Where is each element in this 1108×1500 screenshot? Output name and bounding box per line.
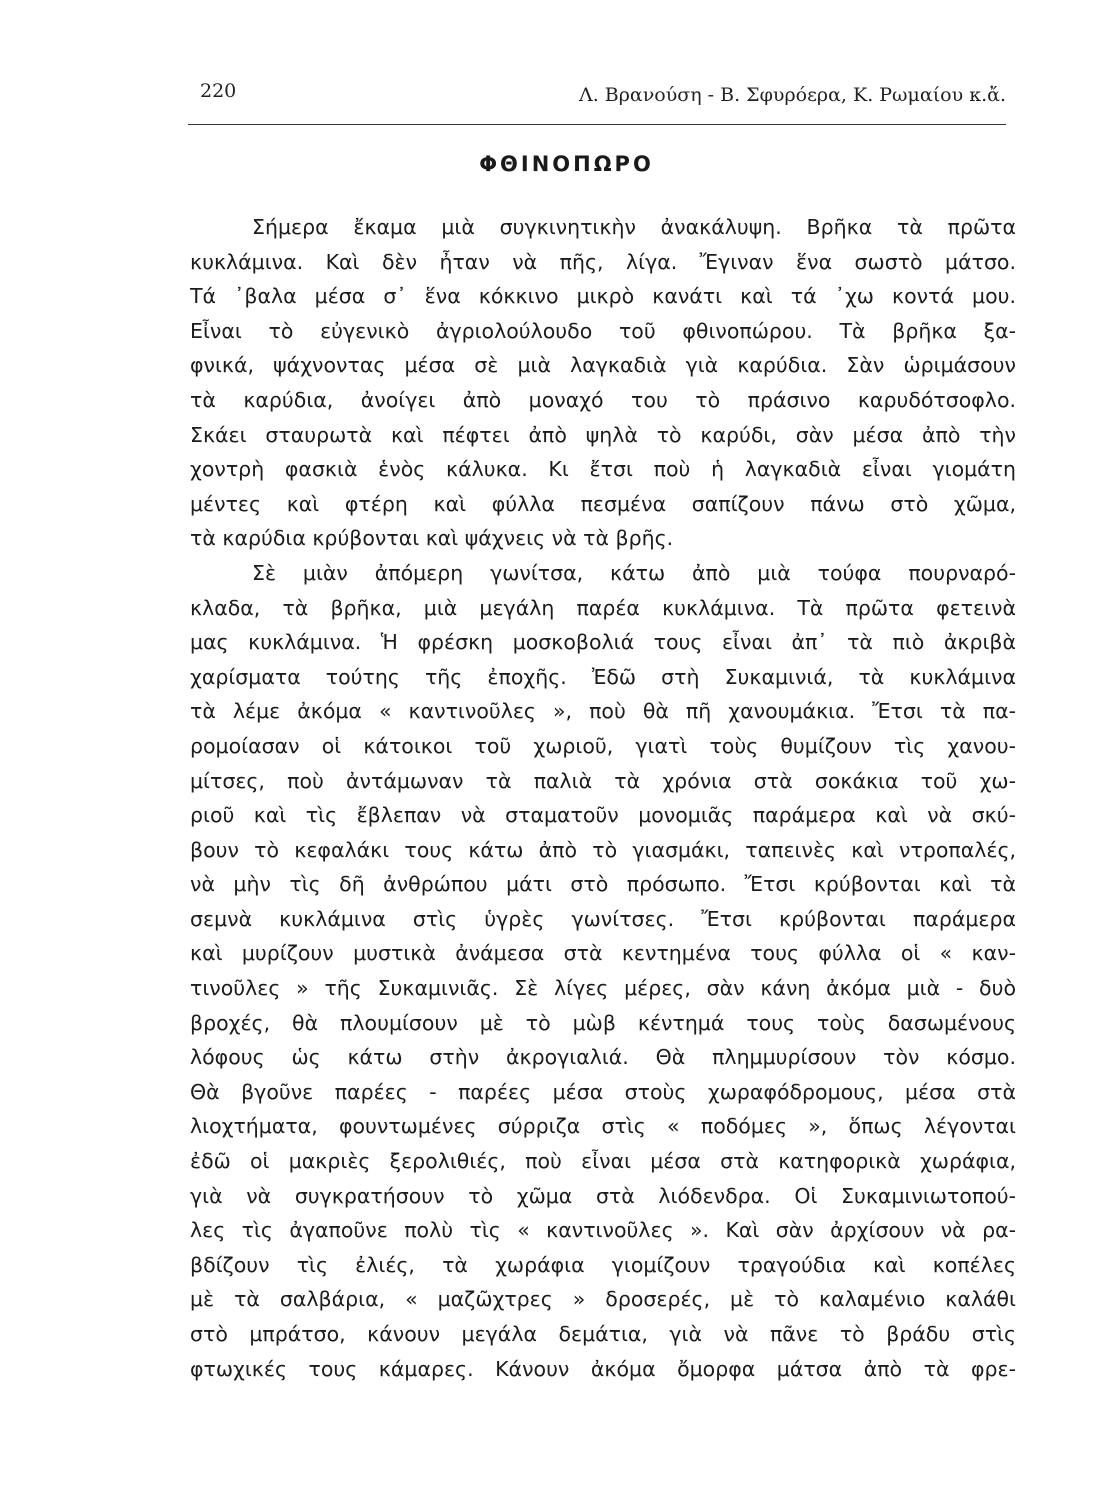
body-text — [190, 210, 1016, 1386]
text-line: νὰ μὴν τὶς δῆ ἀνθρώπου μάτι στὸ πρόσωπο. Ἔτσι κρύβονται καὶ τὰ — [190, 872, 1016, 897]
text-line: ριοῦ καὶ τὶς ἔβλεπαν νὰ σταματοῦν μονομιᾶς παράμερα καὶ νὰ σκύ- — [190, 803, 1016, 828]
text-line: φτωχικές τους κάμαρες. Κάνουν ἀκόμα ὄμορφα μάτσα ἀπὸ τὰ φρε- — [190, 1356, 1016, 1381]
text-line: λες τὶς ἀγαποῦνε πολὺ τὶς « καντινοῦλες ». Καὶ σὰν ἀρχίσουν νὰ ρα- — [190, 1218, 1016, 1243]
header-rule — [188, 124, 1006, 125]
text-line: μίτσες, ποὺ ἀντάμωναν τὰ παλιὰ τὰ χρόνια στὰ σοκάκια τοῦ χω- — [190, 768, 1016, 793]
text-line: Σὲ μιὰν ἀπόμερη γωνίτσα, κάτω ἀπὸ μιὰ τούφα πουρναρό- — [252, 560, 1016, 585]
text-line: χαρίσματα τούτης τῆς ἐποχῆς. Ἐδῶ στὴ Συκαμινιά, τὰ κυκλάμινα — [190, 664, 1016, 689]
text-line: γιὰ νὰ συγκρατήσουν τὸ χῶμα στὰ λιόδενδρα. Οἱ Συκαμινιωτοπού- — [190, 1183, 1016, 1208]
text-line: μέντες καὶ φτέρη καὶ φύλλα πεσμένα σαπίζουν πάνω στὸ χῶμα, — [190, 491, 1016, 516]
text-line: ἐδῶ οἱ μακριὲς ξερολιθιές, ποὺ εἶναι μέσα στὰ κατηφορικὰ χωράφια, — [190, 1149, 1016, 1174]
text-line: λόφους ὡς κάτω στὴν ἀκρογιαλιά. Θὰ πλημμυρίσουν τὸν κόσμο. — [190, 1045, 1016, 1070]
text-line: κυκλάμινα. Καὶ δὲν ἦταν νὰ πῆς, λίγα. Ἔγιναν ἕνα σωστὸ μάτσο. — [190, 249, 1016, 274]
text-line: ρομοίασαν οἱ κάτοικοι τοῦ χωριοῦ, γιατὶ τοὺς θυμίζουν τὶς χανου- — [190, 733, 1016, 758]
text-line: χοντρὴ φασκιὰ ἑνὸς κάλυκα. Κι ἔτσι ποὺ ἡ λαγκαδιὰ εἶναι γιομάτη — [190, 457, 1016, 482]
text-line: καὶ μυρίζουν μυστικὰ ἀνάμεσα στὰ κεντημένα τους φύλλα οἱ « καν- — [190, 941, 1016, 966]
text-line: Τά ᾿βαλα μέσα σ᾿ ἕνα κόκκινο μικρὸ κανάτι καὶ τά ᾿χω κοντά μου. — [190, 284, 1016, 309]
text-line: κλαδα, τὰ βρῆκα, μιὰ μεγάλη παρέα κυκλάμινα. Τὰ πρῶτα φετεινὰ — [190, 595, 1016, 620]
text-line: βδίζουν τὶς ἐλιές, τὰ χωράφια γιομίζουν τραγούδια καὶ κοπέλες — [190, 1252, 1016, 1277]
chapter-title: ΦΘΙΝΟΠΩΡΟ — [479, 152, 654, 176]
text-line: μὲ τὰ σαλβάρια, « μαζῶχτρες » δροσερές, μὲ τὸ καλαμένιο καλάθι — [190, 1287, 1016, 1312]
text-line: βροχές, θὰ πλουμίσουν μὲ τὸ μὼβ κέντημά τους τοὺς δασωμένους — [190, 1010, 1016, 1035]
text-line: Σήμερα ἔκαμα μιὰ συγκινητικὴν ἀνακάλυψη. Βρῆκα τὰ πρῶτα — [252, 215, 1016, 239]
text-line: Εἶναι τὸ εὐγενικὸ ἀγριολούλουδο τοῦ φθινοπώρου. Τὰ βρῆκα ξα- — [190, 318, 1016, 343]
text-line: σεμνὰ κυκλάμινα στὶς ὑγρὲς γωνίτσες. Ἔτσι κρύβονται παράμερα — [190, 906, 1016, 931]
text-line: μας κυκλάμινα. Ἡ φρέσκη μοσκοβολιά τους εἶναι ἀπ᾿ τὰ πιὸ ἀκριβὰ — [190, 630, 1016, 655]
text-line: τὰ καρύδια κρύβονται καὶ ψάχνεις νὰ τὰ βρῆς. — [190, 526, 674, 551]
text-line: τὰ λέμε ἀκόμα « καντινοῦλες », ποὺ θὰ πῆ χανουμάκια. Ἔτσι τὰ πα- — [190, 699, 1016, 724]
text-line: τινοῦλες » τῆς Συκαμινιᾶς. Σὲ λίγες μέρες, σὰν κάνη ἀκόμα μιὰ - δυὸ — [190, 976, 1016, 1001]
page-number: 220 — [200, 80, 237, 102]
text-line: λιοχτήματα, φουντωμένες σύρριζα στὶς « ποδόμες », ὅπως λέγονται — [190, 1114, 1016, 1139]
running-head: Λ. Βρανούση - Β. Σφυρόερα, Κ. Ρωμαίου κ.ἄ. — [578, 84, 1006, 106]
text-line: στὸ μπράτσο, κάνουν μεγάλα δεμάτια, γιὰ νὰ πᾶνε τὸ βράδυ στὶς — [190, 1322, 1016, 1346]
text-line: βουν τὸ κεφαλάκι τους κάτω ἀπὸ τὸ γιασμάκι, ταπεινὲς καὶ ντροπαλές, — [190, 837, 1016, 862]
text-line: Σκάει σταυρωτὰ καὶ πέφτει ἀπὸ ψηλὰ τὸ καρύδι, σὰν μέσα ἀπὸ τὴν — [190, 422, 1016, 447]
text-line: Θὰ βγοῦνε παρέες - παρέες μέσα στοὺς χωραφόδρομους, μέσα στὰ — [190, 1079, 1016, 1104]
text-line: φνικά, ψάχνοντας μέσα σὲ μιὰ λαγκαδιὰ γιὰ καρύδια. Σὰν ὡριμάσουν — [190, 353, 1016, 378]
text-line: τὰ καρύδια, ἀνοίγει ἀπὸ μοναχό του τὸ πράσινο καρυδότσοφλο. — [190, 387, 1016, 412]
